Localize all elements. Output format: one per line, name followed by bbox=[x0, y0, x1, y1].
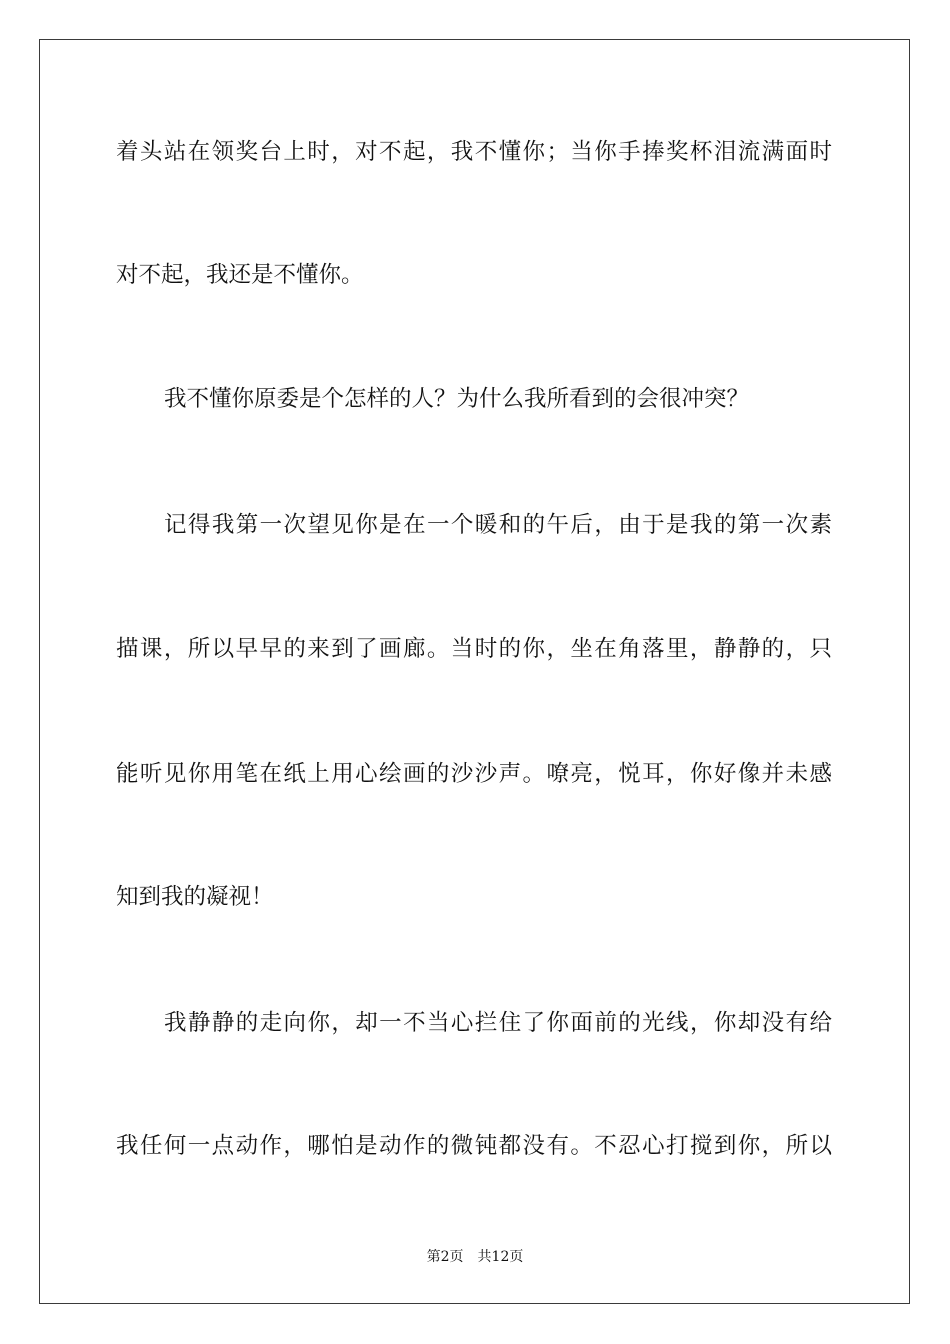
text-line-1: 着头站在领奖台上时，对不起，我不懂你；当你手捧奖杯泪流满面时 bbox=[116, 139, 832, 165]
page-frame bbox=[39, 39, 910, 1304]
page-number-footer: 第2页 共12页 bbox=[426, 1249, 524, 1265]
text-line-3: 我不懂你原委是个怎样的人？为什么我所看到的会很冲突？ bbox=[164, 386, 750, 412]
text-line-2: 对不起，我还是不懂你。 bbox=[116, 262, 364, 288]
text-line-6: 能听见你用笔在纸上用心绘画的沙沙声。嘹亮，悦耳，你好像并未感 bbox=[116, 761, 832, 787]
text-line-4: 记得我第一次望见你是在一个暖和的午后，由于是我的第一次素 bbox=[164, 512, 832, 538]
text-line-9: 我任何一点动作，哪怕是动作的微钝都没有。不忍心打搅到你，所以 bbox=[116, 1133, 832, 1159]
text-line-8: 我静静的走向你，却一不当心拦住了你面前的光线，你却没有给 bbox=[164, 1010, 832, 1036]
text-line-7: 知到我的凝视！ bbox=[116, 884, 274, 910]
text-line-5: 描课，所以早早的来到了画廊。当时的你，坐在角落里，静静的，只 bbox=[116, 636, 832, 662]
